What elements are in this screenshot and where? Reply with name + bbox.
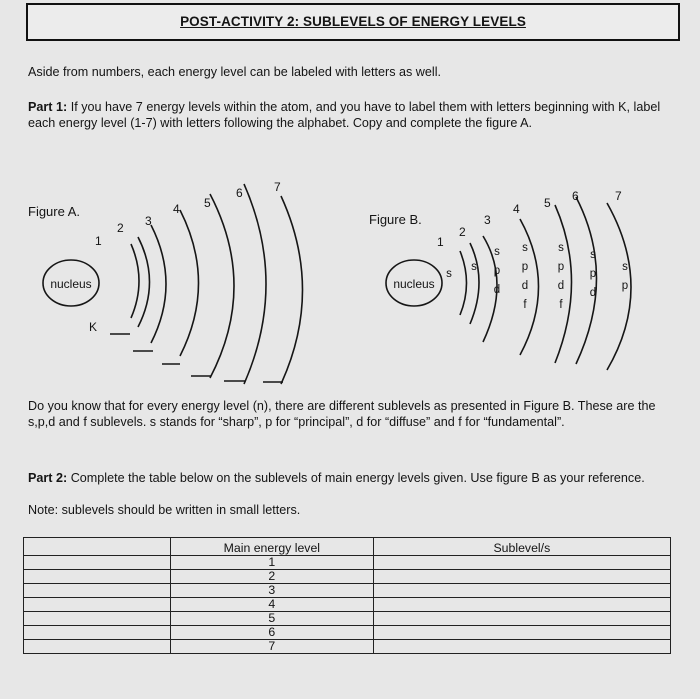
table-cell-level: 3 bbox=[170, 584, 373, 598]
table-cell-level: 1 bbox=[170, 556, 373, 570]
sublevel-letter: p bbox=[493, 265, 501, 277]
sublevel-letter: f bbox=[559, 299, 563, 311]
fig-a-shell-1 bbox=[131, 244, 139, 318]
sublevel-letter: d bbox=[521, 280, 529, 292]
table-header bbox=[24, 538, 171, 556]
fig-b-caption: Figure B. bbox=[369, 212, 422, 227]
table-cell-level: 6 bbox=[170, 626, 373, 640]
table-cell-sublevels[interactable] bbox=[373, 640, 670, 654]
table-row bbox=[24, 598, 671, 612]
fig-b-level-number: 6 bbox=[572, 189, 579, 203]
table-cell-blank bbox=[24, 598, 171, 612]
sublevel-letter: d bbox=[557, 280, 565, 292]
table-header: Main energy level bbox=[170, 538, 373, 556]
table-cell-sublevels[interactable] bbox=[373, 584, 670, 598]
table-cell-sublevels[interactable] bbox=[373, 612, 670, 626]
table-cell-sublevels[interactable] bbox=[373, 598, 670, 612]
table-cell-blank bbox=[24, 640, 171, 654]
sublevel-letter: s bbox=[494, 246, 500, 258]
sublevel-letter: s bbox=[446, 268, 452, 280]
table-cell-blank bbox=[24, 570, 171, 584]
fig-a-level-number: 3 bbox=[145, 214, 152, 228]
intro-text: Aside from numbers, each energy level can be labeled with letters as well. bbox=[28, 65, 442, 79]
part2-label: Part 2: bbox=[28, 471, 68, 485]
fig-b-level-number: 3 bbox=[484, 213, 491, 227]
sublevel-letter: d bbox=[493, 284, 501, 296]
table-cell-sublevels[interactable] bbox=[373, 570, 670, 584]
fig-a-nucleus-label: nucleus bbox=[50, 277, 92, 291]
table-cell-sublevels[interactable] bbox=[373, 626, 670, 640]
fig-a-shell-5 bbox=[210, 194, 234, 378]
part1-text: If you have 7 energy levels within the atom, and you have to label them with letters beginning with K, label each energy level (1-7) with letters following the alphabet. Copy and complete the figure A. bbox=[28, 100, 661, 130]
table-header: Sublevel/s bbox=[373, 538, 670, 556]
table-row bbox=[24, 612, 671, 626]
sublevels-table bbox=[23, 537, 671, 654]
table-row bbox=[24, 570, 671, 584]
sublevel-letter: s bbox=[558, 242, 564, 254]
fig-a-first-letter: K bbox=[89, 320, 98, 334]
fig-a-shell-4 bbox=[180, 210, 199, 356]
sublevel-letter: p bbox=[589, 268, 597, 280]
fig-a-level-number: 1 bbox=[95, 234, 102, 248]
sublevel-letter: p bbox=[557, 261, 565, 273]
table-row bbox=[24, 626, 671, 640]
fig-b-nucleus-label: nucleus bbox=[393, 277, 435, 291]
sublevel-letter: s bbox=[622, 261, 628, 273]
fig-a-level-number: 5 bbox=[204, 196, 211, 210]
part1-label: Part 1: bbox=[28, 100, 68, 114]
part2-text: Complete the table below on the sublevels of main energy levels given. Use figure B as your reference. bbox=[67, 471, 645, 485]
table-cell-blank bbox=[24, 556, 171, 570]
table-row bbox=[24, 640, 671, 654]
table-cell-blank bbox=[24, 612, 171, 626]
part2-instructions bbox=[28, 470, 676, 486]
table-row bbox=[24, 556, 671, 570]
fig-a-level-number: 2 bbox=[117, 221, 124, 235]
table-cell-sublevels[interactable] bbox=[373, 556, 670, 570]
fig-b-shell-1 bbox=[460, 251, 467, 315]
fig-b-shell-6 bbox=[576, 197, 597, 364]
fig-a-caption: Figure A. bbox=[28, 204, 81, 219]
table-cell-blank bbox=[24, 626, 171, 640]
fig-b-level-number: 4 bbox=[513, 202, 520, 216]
sublevel-letter: s bbox=[590, 249, 596, 261]
fig-a-level-numbers bbox=[95, 180, 281, 248]
part2-note: Note: sublevels should be written in small letters. bbox=[28, 503, 301, 517]
page-title: POST-ACTIVITY 2: SUBLEVELS OF ENERGY LEVELS bbox=[180, 14, 526, 29]
fig-a-shell-3 bbox=[151, 225, 166, 343]
sublevel-letter: p bbox=[621, 280, 629, 292]
fig-a-level-number: 6 bbox=[236, 186, 243, 200]
fig-b-level-number: 1 bbox=[437, 235, 444, 249]
table-cell-level: 5 bbox=[170, 612, 373, 626]
sublevel-letter: d bbox=[589, 287, 597, 299]
table-header-row bbox=[24, 538, 671, 556]
table-cell-level: 4 bbox=[170, 598, 373, 612]
table-row bbox=[24, 584, 671, 598]
sublevel-letter: f bbox=[523, 299, 527, 311]
fig-b-level-number: 5 bbox=[544, 196, 551, 210]
fig-b-level-number: 2 bbox=[459, 225, 466, 239]
fig-a-shell-6 bbox=[244, 184, 266, 384]
table-cell-level: 7 bbox=[170, 640, 373, 654]
sublevel-letter: p bbox=[521, 261, 529, 273]
sublevel-letter: s bbox=[471, 261, 477, 273]
table-cell-level: 2 bbox=[170, 570, 373, 584]
table-cell-blank bbox=[24, 584, 171, 598]
fig-b-level-number: 7 bbox=[615, 189, 622, 203]
explanation-text: Do you know that for every energy level (n), there are different sublevels as presented in Figure B. These are the s,p,d and f sublevels. s stands for “sharp”, p for “principal”, d for “diffuse” and f for “fundamental”. bbox=[28, 399, 656, 429]
fig-a-level-number: 7 bbox=[274, 180, 281, 194]
fig-b-shell-2 bbox=[470, 243, 479, 324]
fig-a-level-number: 4 bbox=[173, 202, 180, 216]
sublevel-letter: s bbox=[522, 242, 528, 254]
fig-a-shell-7 bbox=[281, 196, 303, 384]
